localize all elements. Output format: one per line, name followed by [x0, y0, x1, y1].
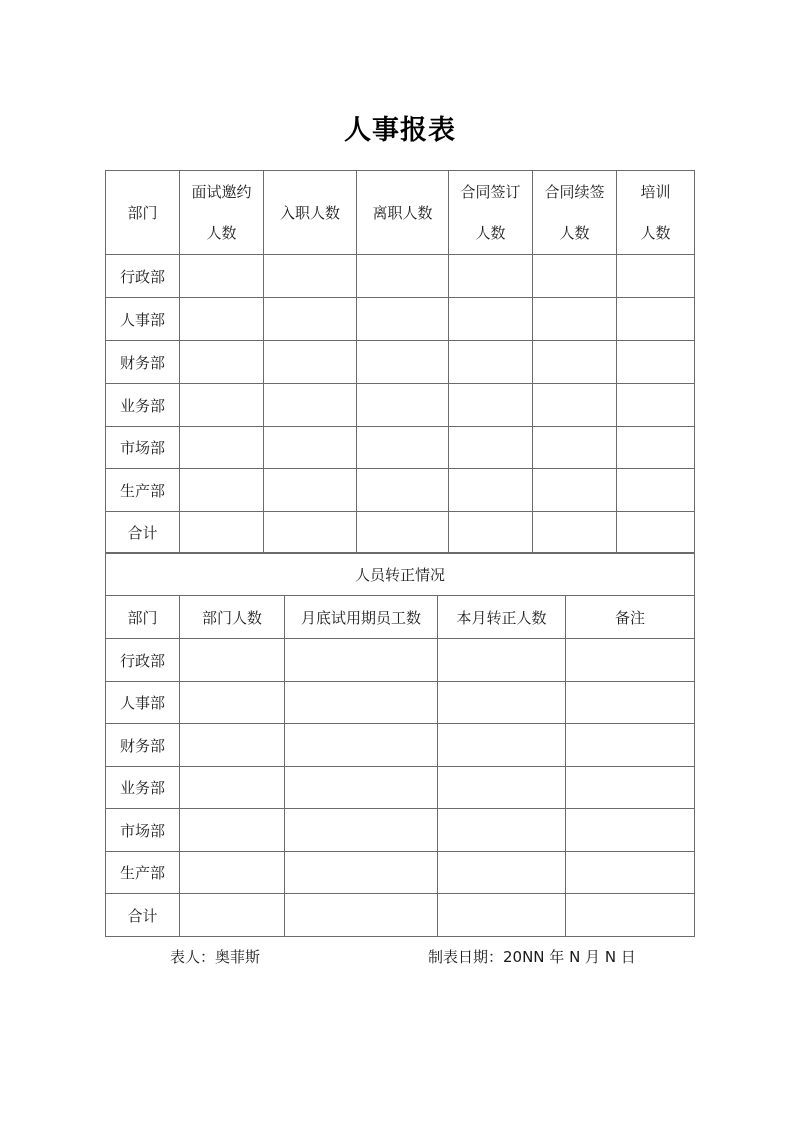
table-header-row — [106, 596, 695, 639]
table-cell[interactable] — [566, 894, 695, 937]
table-cell[interactable] — [180, 298, 264, 341]
table-cell[interactable] — [533, 384, 617, 427]
header-contracts-renewed: 合同续签 人数 — [533, 171, 617, 255]
table-cell[interactable] — [357, 341, 449, 384]
table-cell[interactable] — [617, 255, 695, 298]
table-cell[interactable] — [285, 894, 438, 937]
table-cell[interactable] — [180, 639, 285, 682]
table-cell[interactable] — [180, 809, 285, 852]
table-cell[interactable] — [180, 341, 264, 384]
header-department: 部门 — [106, 171, 180, 255]
table-cell[interactable] — [449, 384, 533, 427]
table-cell[interactable] — [264, 427, 357, 469]
header-department-headcount: 部门人数 — [180, 596, 285, 639]
table-row — [106, 469, 695, 512]
table-cell[interactable] — [617, 341, 695, 384]
row-label: 市场部 — [106, 809, 180, 852]
table-cell[interactable] — [566, 639, 695, 682]
table-row — [106, 767, 695, 809]
table-cell[interactable] — [449, 298, 533, 341]
header-resigned: 离职人数 — [357, 171, 449, 255]
header-confirmed-this-month: 本月转正人数 — [438, 596, 566, 639]
table-cell[interactable] — [438, 682, 566, 724]
table-cell[interactable] — [533, 298, 617, 341]
table-row — [106, 341, 695, 384]
row-label: 合计 — [106, 894, 180, 937]
row-label: 合计 — [106, 512, 180, 554]
table-cell[interactable] — [438, 724, 566, 767]
table-cell[interactable] — [180, 767, 285, 809]
section-title: 人员转正情况 — [106, 553, 695, 596]
table-cell[interactable] — [438, 894, 566, 937]
table-cell[interactable] — [285, 639, 438, 682]
table-row — [106, 384, 695, 427]
table-cell[interactable] — [449, 427, 533, 469]
table-cell[interactable] — [285, 682, 438, 724]
table-row — [106, 298, 695, 341]
row-label: 人事部 — [106, 682, 180, 724]
table-row — [106, 852, 695, 894]
table-cell[interactable] — [449, 469, 533, 512]
table-row-total — [106, 512, 695, 554]
table-cell[interactable] — [180, 255, 264, 298]
table-cell[interactable] — [357, 427, 449, 469]
row-label: 财务部 — [106, 341, 180, 384]
row-label: 生产部 — [106, 852, 180, 894]
page-title: 人事报表 — [344, 115, 456, 146]
table-cell[interactable] — [533, 512, 617, 554]
table-cell[interactable] — [449, 512, 533, 554]
table-cell[interactable] — [285, 809, 438, 852]
table-cell[interactable] — [285, 767, 438, 809]
table-cell[interactable] — [357, 298, 449, 341]
table-cell[interactable] — [617, 427, 695, 469]
table-cell[interactable] — [357, 255, 449, 298]
table-cell[interactable] — [264, 469, 357, 512]
table-row — [106, 639, 695, 682]
table-cell[interactable] — [566, 809, 695, 852]
header-interview-invites: 面试邀约 人数 — [180, 171, 264, 255]
table-row — [106, 427, 695, 469]
header-remarks: 备注 — [566, 596, 695, 639]
table-cell[interactable] — [566, 682, 695, 724]
table-cell[interactable] — [264, 298, 357, 341]
table-row-total — [106, 894, 695, 937]
table-cell[interactable] — [438, 767, 566, 809]
table-cell[interactable] — [180, 852, 285, 894]
table-cell[interactable] — [357, 384, 449, 427]
table-cell[interactable] — [438, 639, 566, 682]
header-contracts-signed: 合同签订 人数 — [449, 171, 533, 255]
table-cell[interactable] — [533, 469, 617, 512]
row-label: 生产部 — [106, 469, 180, 512]
table-cell[interactable] — [180, 512, 264, 554]
table-cell[interactable] — [617, 384, 695, 427]
table-cell[interactable] — [566, 767, 695, 809]
table-cell[interactable] — [438, 809, 566, 852]
row-label: 行政部 — [106, 255, 180, 298]
table-row — [106, 809, 695, 852]
header-probation-employees: 月底试用期员工数 — [285, 596, 438, 639]
table-cell[interactable] — [180, 682, 285, 724]
table-cell[interactable] — [617, 512, 695, 554]
table-cell[interactable] — [285, 724, 438, 767]
table-cell[interactable] — [264, 255, 357, 298]
table-cell[interactable] — [180, 894, 285, 937]
table-cell[interactable] — [617, 298, 695, 341]
hr-report-table — [105, 170, 695, 554]
table-cell[interactable] — [180, 427, 264, 469]
table-cell[interactable] — [566, 852, 695, 894]
row-label: 人事部 — [106, 298, 180, 341]
row-label: 行政部 — [106, 639, 180, 682]
table-cell[interactable] — [533, 341, 617, 384]
table-cell[interactable] — [264, 512, 357, 554]
table-row — [106, 682, 695, 724]
table-cell[interactable] — [357, 469, 449, 512]
table-row — [106, 724, 695, 767]
table-cell[interactable] — [285, 852, 438, 894]
row-label: 市场部 — [106, 427, 180, 469]
footer-maker: 表人：奥菲斯 — [170, 948, 261, 966]
footer-date: 制表日期：20NN 年 N 月 N 日 — [428, 948, 636, 966]
probation-table — [105, 552, 695, 937]
table-cell[interactable] — [180, 724, 285, 767]
header-trained: 培训 人数 — [617, 171, 695, 255]
table-cell[interactable] — [357, 512, 449, 554]
table-cell[interactable] — [180, 384, 264, 427]
header-department: 部门 — [106, 596, 180, 639]
table-row — [106, 255, 695, 298]
header-onboarded: 入职人数 — [264, 171, 357, 255]
table-cell[interactable] — [264, 384, 357, 427]
table-cell[interactable] — [533, 255, 617, 298]
row-label: 业务部 — [106, 767, 180, 809]
row-label: 业务部 — [106, 384, 180, 427]
table-cell[interactable] — [180, 469, 264, 512]
table-header-row — [106, 171, 695, 255]
table-cell[interactable] — [617, 469, 695, 512]
table-cell[interactable] — [438, 852, 566, 894]
table-cell[interactable] — [264, 341, 357, 384]
section-title-row — [106, 553, 695, 596]
row-label: 财务部 — [106, 724, 180, 767]
table-cell[interactable] — [449, 341, 533, 384]
table-cell[interactable] — [566, 724, 695, 767]
table-cell[interactable] — [449, 255, 533, 298]
table-cell[interactable] — [533, 427, 617, 469]
